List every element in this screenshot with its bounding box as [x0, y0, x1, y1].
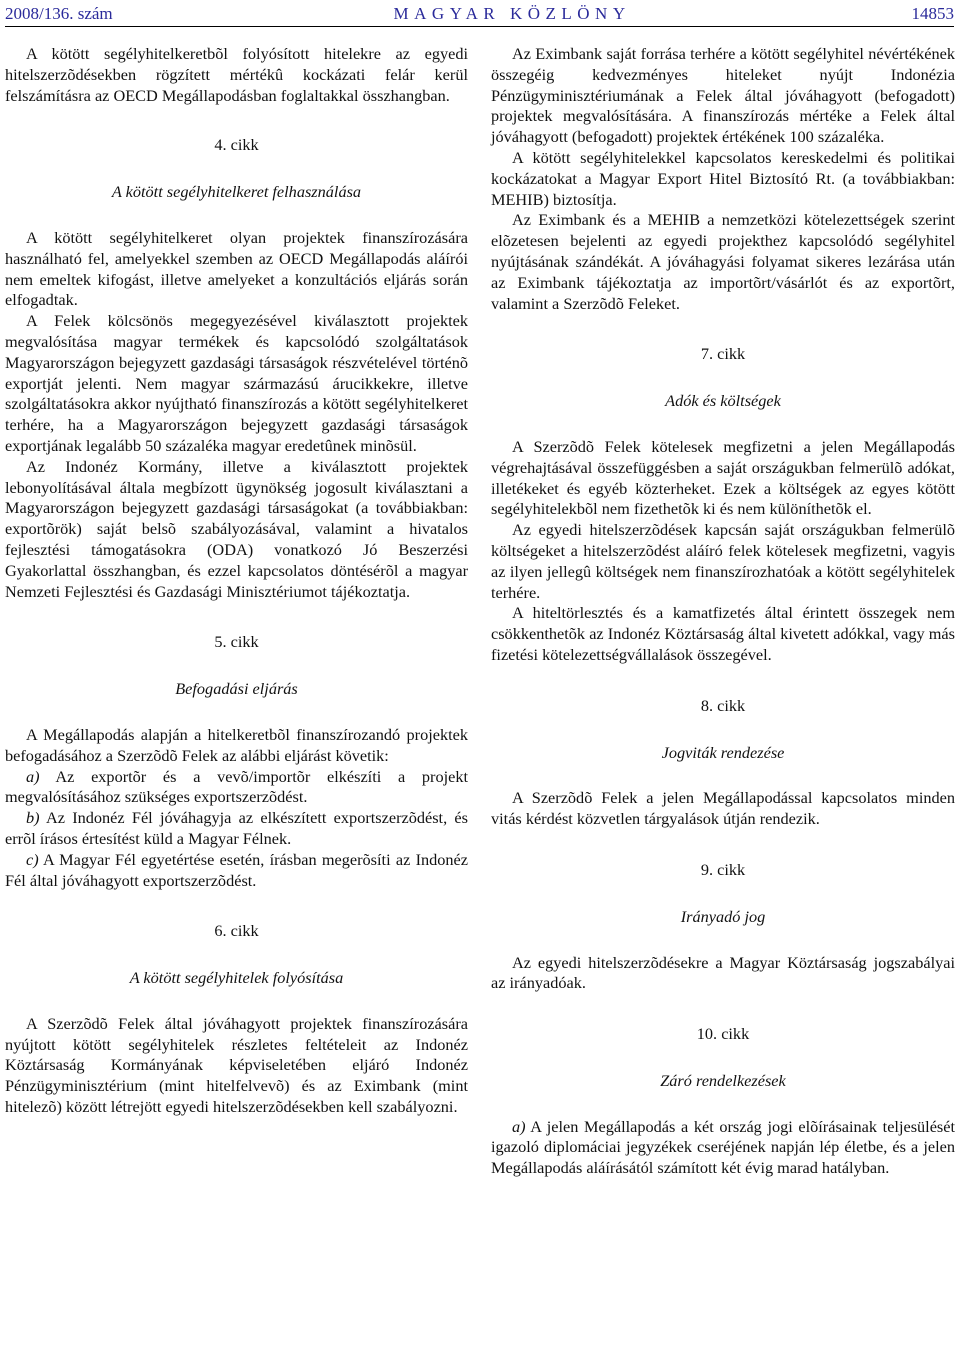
article-8-paragraph: A Szerzõdõ Felek a jelen Megállapodással kapcsolatos minden vitás kérdést közvetlen tárgyalások útján rendezik.: [491, 788, 955, 829]
article-6-title: A kötött segélyhitelek folyósítása: [129, 968, 344, 988]
continued-paragraph: A kötött segélyhitelekkel kapcsolatos kereskedelmi és politikai kockázatokat a Magyar Export Hitel Biztosító Rt. (a továbbiakban: MEHIB) biztosítja.: [491, 147, 955, 209]
left-column: [5, 44, 468, 1118]
item-label: a): [512, 1116, 526, 1136]
intro-paragraph: A kötött segélyhitelkeretbõl folyósított hitelekre az egyedi hitelszerzõdésekben rögzített mértékû kockázati felár kerül felszámításra az OECD Megállapodásban foglaltakkal összhangban.: [5, 44, 468, 105]
issue-number: 2008/136. szám: [5, 4, 113, 23]
article-9-paragraph: Az egyedi hitelszerzõdésekre a Magyar Köztársaság jogszabályai az irányadóak.: [491, 952, 955, 993]
article-7-paragraph: Az egyedi hitelszerzõdések kapcsán saját országukban felmerülõ költségeket a hitelszerzõdést aláíró felek kötelesek megfizetni, vagyis az ilyen jellegû költségek nem finanszírozhatóak a kötött segélyhitelek terhére.: [491, 520, 955, 602]
item-text: A Magyar Fél egyetértése esetén, írásban megerõsíti az Indonéz Fél által jóváhagyott exportszerzõdést.: [5, 849, 469, 890]
article-7-title: Adók és költségek: [665, 391, 781, 411]
article-9-number: 9. cikk: [700, 859, 746, 879]
article-8-title: Jogviták rendezése: [661, 742, 785, 762]
article-5-paragraph: A Megállapodás alapján a hitelkeretbõl finanszírozandó projektek befogadásához a Szerzõdõ Felek az alábbi eljárást követik:: [5, 724, 468, 765]
article-5-item-b: [5, 808, 468, 850]
article-5-item-c: [5, 850, 468, 892]
article-4-paragraph: Az Indonéz Kormány, illetve a kiválasztott projektek lebonyolításával általa megbízott ügynökség jogosult kiválasztani a Magyarországon bejegyzett gazdasági társaságokat (a továbbiakban: exportõrök) saját belsõ szabályozásával, valamint a hivatalos fejlesztési támogatásokra (ODA) vonatkozó Jó Beszerzési Gyakorlattal összhangban, és ezzel kapcsolatos döntésérõl a magyar Nemzeti Fejlesztési és Gazdasági Minisztériumot tájékoztatja.: [5, 456, 468, 601]
article-7-number: 7. cikk: [700, 344, 746, 364]
item-label: c): [26, 849, 39, 869]
article-6-number: 6. cikk: [214, 921, 259, 941]
page-header: [5, 0, 954, 27]
item-text: Az exportõr és a vevõ/importõr elkészíti a projekt megvalósításához szükséges exportszerzõdést.: [5, 766, 468, 807]
article-10-title: Záró rendelkezések: [660, 1070, 786, 1090]
article-7-paragraph: A hiteltörlesztés és a kamatfizetés által érintett összegek nem csökkenthetõk az Indonéz Köztársaság által kivetett adókkal, vagy más fizetési kötelezettségvállalások összegével.: [491, 603, 955, 664]
right-column: [491, 44, 955, 1179]
article-4-number: 4. cikk: [214, 135, 259, 155]
journal-title: MAGYAR KÖZLÖNY: [393, 4, 631, 23]
article-5-item-a: [5, 767, 468, 809]
article-4-paragraph: A kötött segélyhitelkeret olyan projektek finanszírozására használható fel, amelyekkel szemben az OECD Megállapodás aláírói nem emeltek kifogást, illetve amelyeket a konzultációs eljárás során elfogadtak.: [5, 227, 468, 310]
article-6-paragraph: A Szerzõdõ Felek által jóváhagyott projektek finanszírozására nyújtott kötött segélyhitelek részletes feltételeit az Indonéz Köztársaság Kormányának képviseletében eljáró Indonéz Pénzügyminisztérium (mint hitelfelvevõ) és az Eximbank (mint hitelezõ) között létrejött egyedi hitelszerzõdésekben kell szabályozni.: [5, 1013, 468, 1117]
article-5-number: 5. cikk: [214, 632, 259, 652]
article-4-title: A kötött segélyhitelkeret felhasználása: [111, 182, 362, 202]
article-8-number: 8. cikk: [700, 695, 746, 715]
article-5-title: Befogadási eljárás: [175, 679, 298, 699]
page-number: 14853: [911, 4, 954, 23]
article-7-paragraph: A Szerzõdõ Felek kötelesek megfizetni a jelen Megállapodás végrehajtásával összefüggésben a saját országukban felmerülõ adókat, illetékeket és egyéb közterheket. Ezek a költségek az egyes kötött segélyhitelekbõl nem fizethetõk ki és nem különíthetõk el.: [491, 436, 955, 519]
continued-paragraph: Az Eximbank és a MEHIB a nemzetközi kötelezettségek szerint elõzetesen bejelenti az egyedi projekthez kapcsolódó segélyhitel nyújtásának szándékát. A jóváhagyási folyamat sikeres lezárása után az Eximbank tájékoztatja az importõrt/vásárlót és az exportõrt, valamint a Szerzõdõ Feleket.: [491, 210, 955, 313]
article-10-item-a: [491, 1117, 955, 1179]
item-text: A jelen Megállapodás a két ország jogi elõírásainak teljesülését igazoló diplomáciai jegyzékek cseréjének napján lép életbe, és a jelen Megállapodás aláírásától számított két évig marad hatályban.: [491, 1116, 956, 1178]
article-4-paragraph: A Felek kölcsönös megegyezésével kiválasztott projektek megvalósítása magyar termékek és kapcsolódó szolgáltatások Magyarországon bejegyzett gazdasági társaságok részvételével történõ exportját jelenti. Nem magyar származású árucikkekre, illetve szolgáltatásokra akkor nyújtható finanszírozás a kötött segélyhitelkeret terhére, ha a Magyarországon bejegyzett gazdasági társaságok exportjának legalább 50 százaléka magyar eredetûnek minõsül.: [5, 311, 468, 455]
item-label: a): [26, 766, 40, 786]
article-10-number: 10. cikk: [696, 1024, 750, 1044]
item-text: Az Indonéz Fél jóváhagyja az elkészített exportszerzõdést, és errõl írásos értesítést küld a Magyar Félnek.: [5, 808, 468, 848]
item-label: b): [26, 808, 40, 828]
continued-paragraph: Az Eximbank saját forrása terhére a kötött segélyhitel névértékének összegéig kedvezményes hiteleket nyújt Indonézia Pénzügyminisztériumának a Felek által jóváhagyott (befogadott) projektek megvalósítására. A finanszírozás mértéke a Felek által jóváhagyott (befogadott) projektek értékének 100 százaléka.: [491, 44, 955, 147]
article-9-title: Irányadó jog: [680, 906, 766, 926]
